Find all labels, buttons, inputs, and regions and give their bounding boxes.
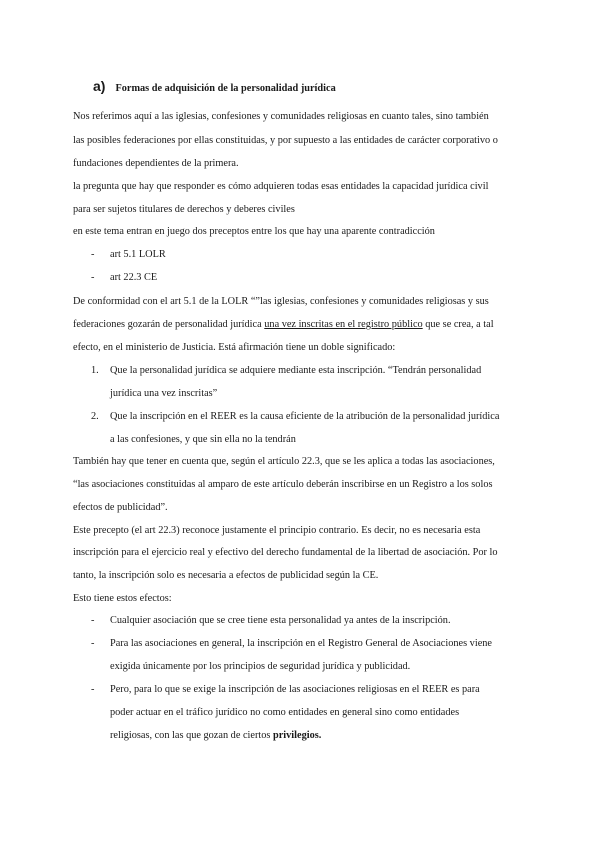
para2-line1: la pregunta que hay que responder es cómo adquieren todas esas entidades la capacidad jurídica civil	[73, 181, 489, 192]
effect-line3-pre: religiosas, con las que gozan de ciertos	[110, 730, 273, 741]
precept-item: art 22.3 CE	[110, 272, 158, 283]
para4-line1: De conformidad con el art 5.1 de la LOLR “”las iglesias, confesiones y comunidades religiosas y sus	[73, 296, 489, 307]
para4-line2-pre: federaciones gozarán de personalidad jurídica	[73, 319, 265, 330]
section-heading	[93, 78, 336, 96]
effect-line1: Cualquier asociación que se cree tiene esta personalidad ya antes de la inscripción.	[110, 615, 451, 626]
para7-line1: Esto tiene estos efectos:	[73, 593, 172, 604]
meaning-line1: Que la personalidad jurídica se adquiere mediante esta inscripción. “Tendrán personalidad	[110, 365, 482, 376]
para6-line1: Este precepto (el art 22.3) reconoce justamente el principio contrario. Es decir, no es necesaria esta	[73, 525, 481, 536]
para1-line1: Nos referimos aquí a las iglesias, confesiones y comunidades religiosas en cuanto tales, sino también	[73, 111, 489, 122]
list-bullet: -	[91, 249, 95, 260]
effect-line2: exigida únicamente por los principios de seguridad jurídica y publicidad.	[110, 661, 411, 672]
effect-line1: Para las asociaciones en general, la inscripción en el Registro General de Asociaciones viene	[110, 638, 492, 649]
para3-line1: en este tema entran en juego dos preceptos entre los que hay una aparente contradicción	[73, 226, 435, 237]
list-bullet: -	[91, 272, 95, 283]
para1-line3: fundaciones dependientes de la primera.	[73, 158, 239, 169]
list-bullet: -	[91, 684, 95, 695]
para4-line3: efecto, en el ministerio de Justicia. Está afirmación tiene un doble significado:	[73, 342, 396, 353]
para6-line2: inscripción para el ejercicio real y efectivo del derecho fundamental de la libertad de asociación. Por lo	[73, 547, 498, 558]
list-number: 2.	[91, 411, 99, 422]
effect-line3	[110, 729, 321, 743]
section-title: Formas de adquisición de la personalidad jurídica	[115, 83, 336, 94]
precept-item: art 5.1 LOLR	[110, 249, 166, 260]
para2-line2: para ser sujetos titulares de derechos y deberes civiles	[73, 204, 295, 215]
bold-term: privilegios.	[272, 730, 322, 741]
meaning-line1: Que la inscripción en el REER es la causa eficiente de la atribución de la personalidad jurídica	[110, 411, 500, 422]
para4-line2-post: que se crea, a tal	[422, 319, 494, 330]
meaning-line2: jurídica una vez inscritas”	[110, 388, 218, 399]
para5-line3: efectos de publicidad”.	[73, 502, 168, 513]
para5-line1: También hay que tener en cuenta que, según el artículo 22.3, que se les aplica a todas las asociaciones,	[73, 456, 495, 467]
effect-line2: poder actuar en el tráfico jurídico no como entidades en general sino como entidades	[110, 707, 460, 718]
underlined-phrase: una vez inscritas en el registro público	[264, 319, 423, 330]
list-bullet: -	[91, 615, 95, 626]
meaning-line2: a las confesiones, y que sin ella no la tendrán	[110, 434, 296, 445]
list-bullet: -	[91, 638, 95, 649]
section-marker: a)	[93, 78, 106, 94]
para5-line2: “las asociaciones constituidas al amparo de este artículo deberán inscribirse en un Registro a los solos	[73, 479, 493, 490]
effect-line1: Pero, para lo que se exige la inscripción de las asociaciones religiosas en el REER es para	[110, 684, 480, 695]
list-number: 1.	[91, 365, 99, 376]
para4-line2	[73, 318, 494, 332]
para1-line2: las posibles federaciones por ellas constituidas, y por supuesto a las entidades de carácter corporativo o	[73, 135, 498, 146]
para6-line3: tanto, la inscripción solo es necesaria a efectos de publicidad según la CE.	[73, 570, 379, 581]
